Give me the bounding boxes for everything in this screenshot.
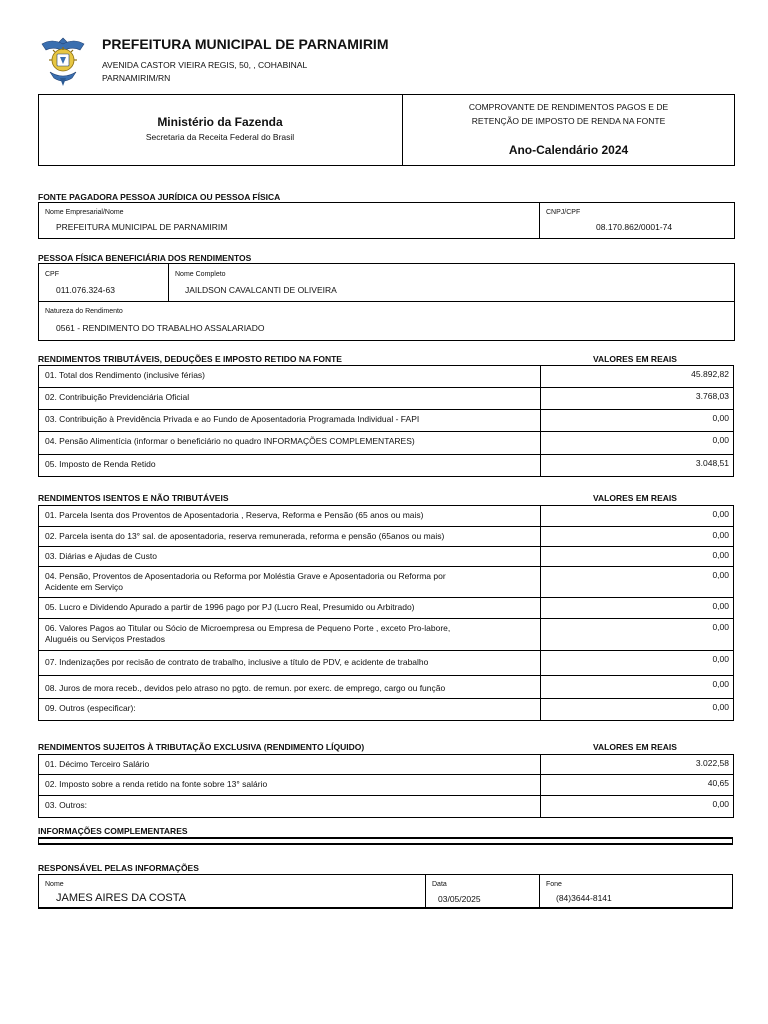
beneficiary-name: JAILDSON CAVALCANTI DE OLIVEIRA	[185, 285, 337, 295]
exempt-table	[38, 505, 734, 721]
row-label-line1: 07. Indenizações por recisão de contrato de trabalho, inclusive a título de PDV, e acidente de trabalho	[45, 657, 429, 667]
row-label: 05. Imposto de Renda Retido	[39, 455, 541, 477]
row-label	[39, 567, 541, 598]
responsible-name-label: Nome	[45, 881, 64, 888]
table-row	[39, 567, 734, 598]
taxable-values-header: VALORES EM REAIS	[593, 354, 677, 364]
responsible-section-title: RESPONSÁVEL PELAS INFORMAÇÕES	[38, 863, 199, 873]
responsible-date: 03/05/2025	[438, 894, 481, 904]
beneficiary-section-title: PESSOA FÍSICA BENEFICIÁRIA DOS RENDIMENTOS	[38, 253, 252, 263]
payer-name: PREFEITURA MUNICIPAL DE PARNAMIRIM	[56, 222, 228, 232]
row-value: 0,00	[541, 432, 734, 455]
table-row	[39, 619, 734, 651]
table-row	[39, 598, 734, 619]
row-value: 3.768,03	[541, 388, 734, 410]
payer-divider	[539, 202, 540, 239]
payer-cnpj: 08.170.862/0001-74	[596, 222, 673, 232]
table-row	[39, 699, 734, 721]
row-value: 0,00	[541, 651, 734, 676]
municipal-coat-of-arms-icon	[38, 34, 88, 88]
payer-section-title: FONTE PAGADORA PESSOA JURÍDICA OU PESSOA FÍSICA	[38, 192, 281, 202]
row-value: 3.048,51	[541, 455, 734, 477]
row-label	[39, 651, 541, 676]
row-value: 0,00	[541, 527, 734, 547]
row-label: 04. Pensão Alimentícia (informar o beneficiário no quadro INFORMAÇÕES COMPLEMENTARES)	[39, 432, 541, 455]
table-row	[39, 676, 734, 699]
payer-name-label: Nome Empresarial/Nome	[45, 209, 124, 216]
table-row	[39, 755, 734, 775]
header-address-line1: AVENIDA CASTOR VIEIRA REGIS, 50, , COHABINAL	[102, 60, 308, 70]
row-label: 03. Contribuição à Previdência Privada e ao Fundo de Aposentadoria Programada Individual - FAPI	[39, 410, 541, 432]
responsible-date-label: Data	[432, 881, 447, 888]
taxable-table	[38, 365, 734, 477]
responsible-divider-2	[539, 874, 540, 909]
nature-value: 0561 - RENDIMENTO DO TRABALHO ASSALARIADO	[56, 323, 265, 333]
exempt-values-header: VALORES EM REAIS	[593, 493, 677, 503]
row-value: 0,00	[541, 598, 734, 619]
doc-title-line1: COMPROVANTE DE RENDIMENTOS PAGOS E DE	[468, 102, 669, 112]
row-label-line2: Aluguéis ou Serviços Prestados	[45, 634, 166, 644]
exclusive-table	[38, 754, 734, 818]
beneficiary-row-divider	[38, 301, 735, 302]
table-row	[39, 432, 734, 455]
payer-cnpj-label: CNPJ/CPF	[546, 209, 581, 216]
row-label: 03. Outros:	[39, 796, 541, 818]
row-label: 02. Imposto sobre a renda retido na fonte sobre 13° salário	[39, 775, 541, 796]
table-row	[39, 410, 734, 432]
row-label	[39, 506, 541, 527]
row-value: 45.892,82	[541, 366, 734, 388]
table-row	[39, 775, 734, 796]
table-row	[39, 796, 734, 818]
responsible-phone-label: Fone	[546, 881, 562, 888]
row-value: 40,65	[541, 775, 734, 796]
ministry-name: Ministério da Fazenda	[157, 115, 283, 129]
ministry-secretariat: Secretaria da Receita Federal do Brasil	[145, 132, 295, 142]
table-row	[39, 388, 734, 410]
row-value: 0,00	[541, 506, 734, 527]
exclusive-section-title: RENDIMENTOS SUJEITOS À TRIBUTAÇÃO EXCLUSIVA (RENDIMENTO LÍQUIDO)	[38, 742, 365, 752]
responsible-phone: (84)3644-8141	[556, 893, 612, 903]
row-label: 01. Total dos Rendimento (inclusive férias)	[39, 366, 541, 388]
header-title: PREFEITURA MUNICIPAL DE PARNAMIRIM	[102, 36, 389, 52]
row-label	[39, 619, 541, 651]
row-label-line1: 03. Diárias e Ajudas de Custo	[45, 551, 157, 561]
taxable-section-title: RENDIMENTOS TRIBUTÁVEIS, DEDUÇÕES E IMPOSTO RETIDO NA FONTE	[38, 354, 342, 364]
row-label-line1: 01. Parcela Isenta dos Proventos de Aposentadoria , Reserva, Reforma e Pensão (65 anos ou mais)	[45, 510, 424, 520]
row-label: 01. Décimo Terceiro Salário	[39, 755, 541, 775]
calendar-year: Ano-Calendário 2024	[508, 143, 629, 157]
responsible-name: JAMES AIRES DA COSTA	[56, 892, 186, 904]
row-label-line1: 04. Pensão, Proventos de Aposentadoria ou Reforma por Moléstia Grave e Aposentadoria ou Reforma por	[45, 571, 446, 581]
full-name-label: Nome Completo	[175, 271, 226, 278]
table-row	[39, 366, 734, 388]
complementary-section-title: INFORMAÇÕES COMPLEMENTARES	[38, 826, 188, 836]
complementary-box	[38, 837, 733, 845]
row-label	[39, 547, 541, 567]
row-label-line1: 09. Outros (especificar):	[45, 703, 136, 713]
row-label-line1: 05. Lucro e Dividendo Apurado a partir de 1996 pago por PJ (Lucro Real, Presumido ou Arbitrado)	[45, 602, 415, 612]
responsible-divider-1	[425, 874, 426, 909]
doc-title-line2: RETENÇÃO DE IMPOSTO DE RENDA NA FONTE	[471, 116, 666, 126]
payer-box	[38, 202, 735, 239]
table-row	[39, 506, 734, 527]
row-label-line1: 06. Valores Pagos ao Titular ou Sócio de Microempresa ou Empresa de Pequeno Porte , exceto Pro-labore,	[45, 623, 451, 633]
cpf-label: CPF	[45, 271, 59, 278]
row-value: 0,00	[541, 676, 734, 699]
cpf-value: 011.076.324-63	[56, 285, 115, 295]
nature-label: Natureza do Rendimento	[45, 308, 123, 315]
row-label-line1: 02. Parcela isenta do 13° sal. de aposentadoria, reserva remunerada, reforma e pensão (65anos ou mais)	[45, 531, 445, 541]
row-label: 02. Contribuição Previdenciária Oficial	[39, 388, 541, 410]
table-row	[39, 527, 734, 547]
row-value: 0,00	[541, 410, 734, 432]
row-label	[39, 527, 541, 547]
row-label	[39, 676, 541, 699]
beneficiary-col-divider	[168, 263, 169, 301]
row-label-line2: Acidente em Serviço	[45, 582, 123, 592]
row-label-line1: 08. Juros de mora receb., devidos pelo atraso no pgto. de remun. por exerc. de emprego, cargo ou função	[45, 683, 446, 693]
row-value: 3.022,58	[541, 755, 734, 775]
table-row	[39, 651, 734, 676]
row-label	[39, 598, 541, 619]
row-value: 0,00	[541, 567, 734, 598]
row-value: 0,00	[541, 796, 734, 818]
row-label	[39, 699, 541, 721]
table-row	[39, 547, 734, 567]
header-address-line2: PARNAMIRIM/RN	[102, 73, 171, 83]
row-value: 0,00	[541, 547, 734, 567]
table-row	[39, 455, 734, 477]
exclusive-values-header: VALORES EM REAIS	[593, 742, 677, 752]
row-value: 0,00	[541, 619, 734, 651]
row-value: 0,00	[541, 699, 734, 721]
exempt-section-title: RENDIMENTOS ISENTOS E NÃO TRIBUTÁVEIS	[38, 493, 229, 503]
